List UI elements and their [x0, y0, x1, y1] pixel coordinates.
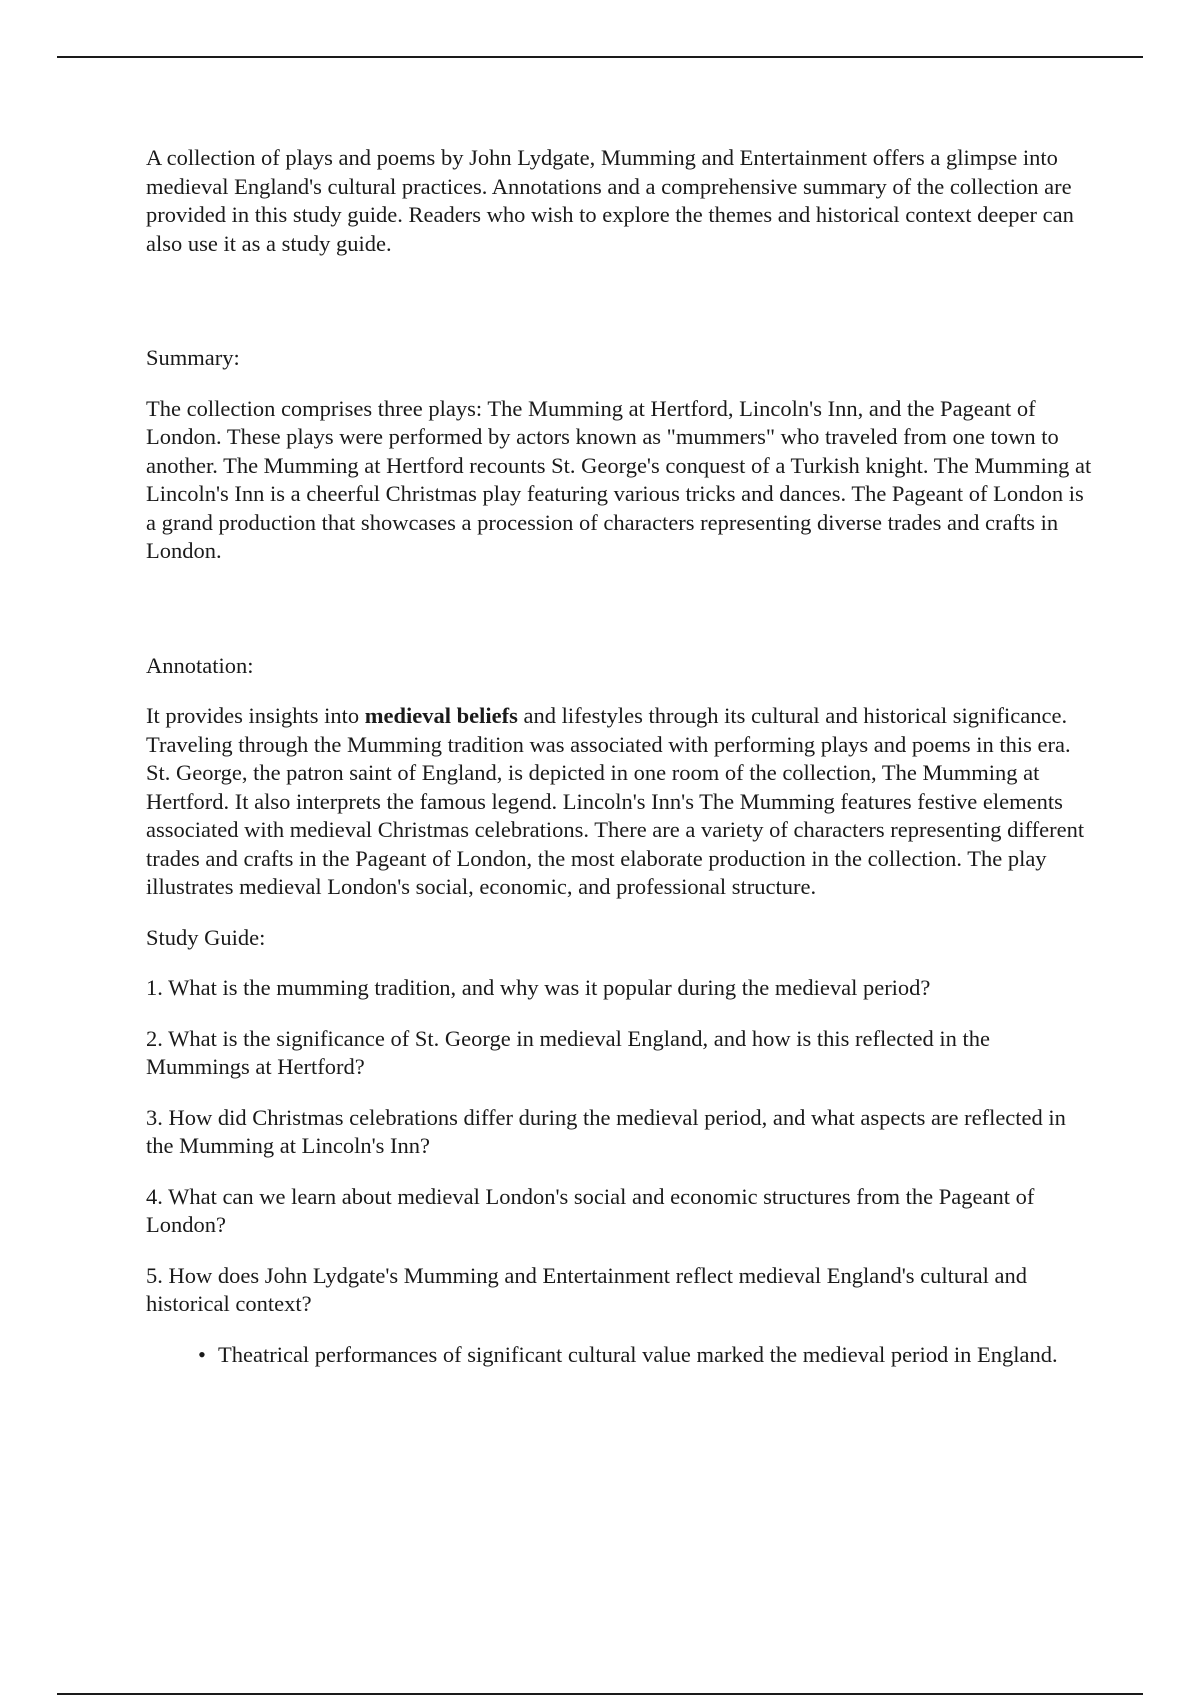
summary-paragraph: The collection comprises three plays: The Mumming at Hertford, Lincoln's Inn, and the Pageant of London. These plays were performed by actors known as "mummers" who traveled from one town to another. The Mumming at Hertford recounts St. George's conquest of a Turkish knight. The Mumming at Lincoln's Inn is a cheerful Christmas play featuring various tricks and dances. The Pageant of London is a grand production that showcases a procession of characters representing diverse trades and crafts in London.: [146, 395, 1092, 563]
annotation-heading: Annotation:: [146, 652, 254, 678]
bullet-text: Theatrical performances of significant cultural value marked the medieval period in England.: [218, 1341, 1058, 1367]
study-question: 1. What is the mumming tradition, and why was it popular during the medieval period?: [146, 975, 931, 1000]
intro-paragraph: A collection of plays and poems by John Lydgate, Mumming and Entertainment offers a glimpse into medieval England's cultural practices. Annotations and a comprehensive summary of the collection are provided in this study guide. Readers who wish to explore the themes and historical context deeper can also use it as a study guide.: [146, 145, 1074, 256]
study-question: 2. What is the significance of St. George in medieval England, and how is this reflected in the Mummings at Hertford?: [146, 1025, 990, 1079]
top-rule: [57, 56, 1143, 58]
document-body: [146, 144, 1096, 1369]
bullet-icon: •: [198, 1341, 206, 1367]
study-question: 4. What can we learn about medieval London's social and economic structures from the Pageant of London?: [146, 1183, 1035, 1237]
bullet-item: [198, 1341, 1096, 1370]
study-question: 3. How did Christmas celebrations differ during the medieval period, and what aspects are reflected in the Mumming at Lincoln's Inn?: [146, 1104, 1066, 1158]
summary-heading: Summary:: [146, 345, 240, 370]
study-guide-heading: Study Guide:: [146, 924, 266, 950]
study-question: 5. How does John Lydgate's Mumming and Entertainment reflect medieval England's cultural and historical context?: [146, 1262, 1028, 1316]
bullet-list: [146, 1341, 1096, 1370]
annotation-text-start: It provides insights into: [146, 703, 365, 728]
annotation-paragraph: [146, 702, 1096, 902]
bottom-rule: [57, 1693, 1143, 1695]
annotation-text-end: and lifestyles through its cultural and historical significance. Traveling through the Mumming tradition was associated with performing plays and poems in this era. St. George, the patron saint of England, is depicted in one room of the collection, The Mumming at Hertford. It also interprets the famous legend. Lincoln's Inn's The Mumming features festive elements associated with medieval Christmas celebrations. There are a variety of characters representing different trades and crafts in the Pageant of London, the most elaborate production in the collection. The play illustrates medieval London's social, economic, and professional structure.: [146, 703, 1085, 899]
annotation-bold-phrase: medieval beliefs: [364, 703, 518, 728]
